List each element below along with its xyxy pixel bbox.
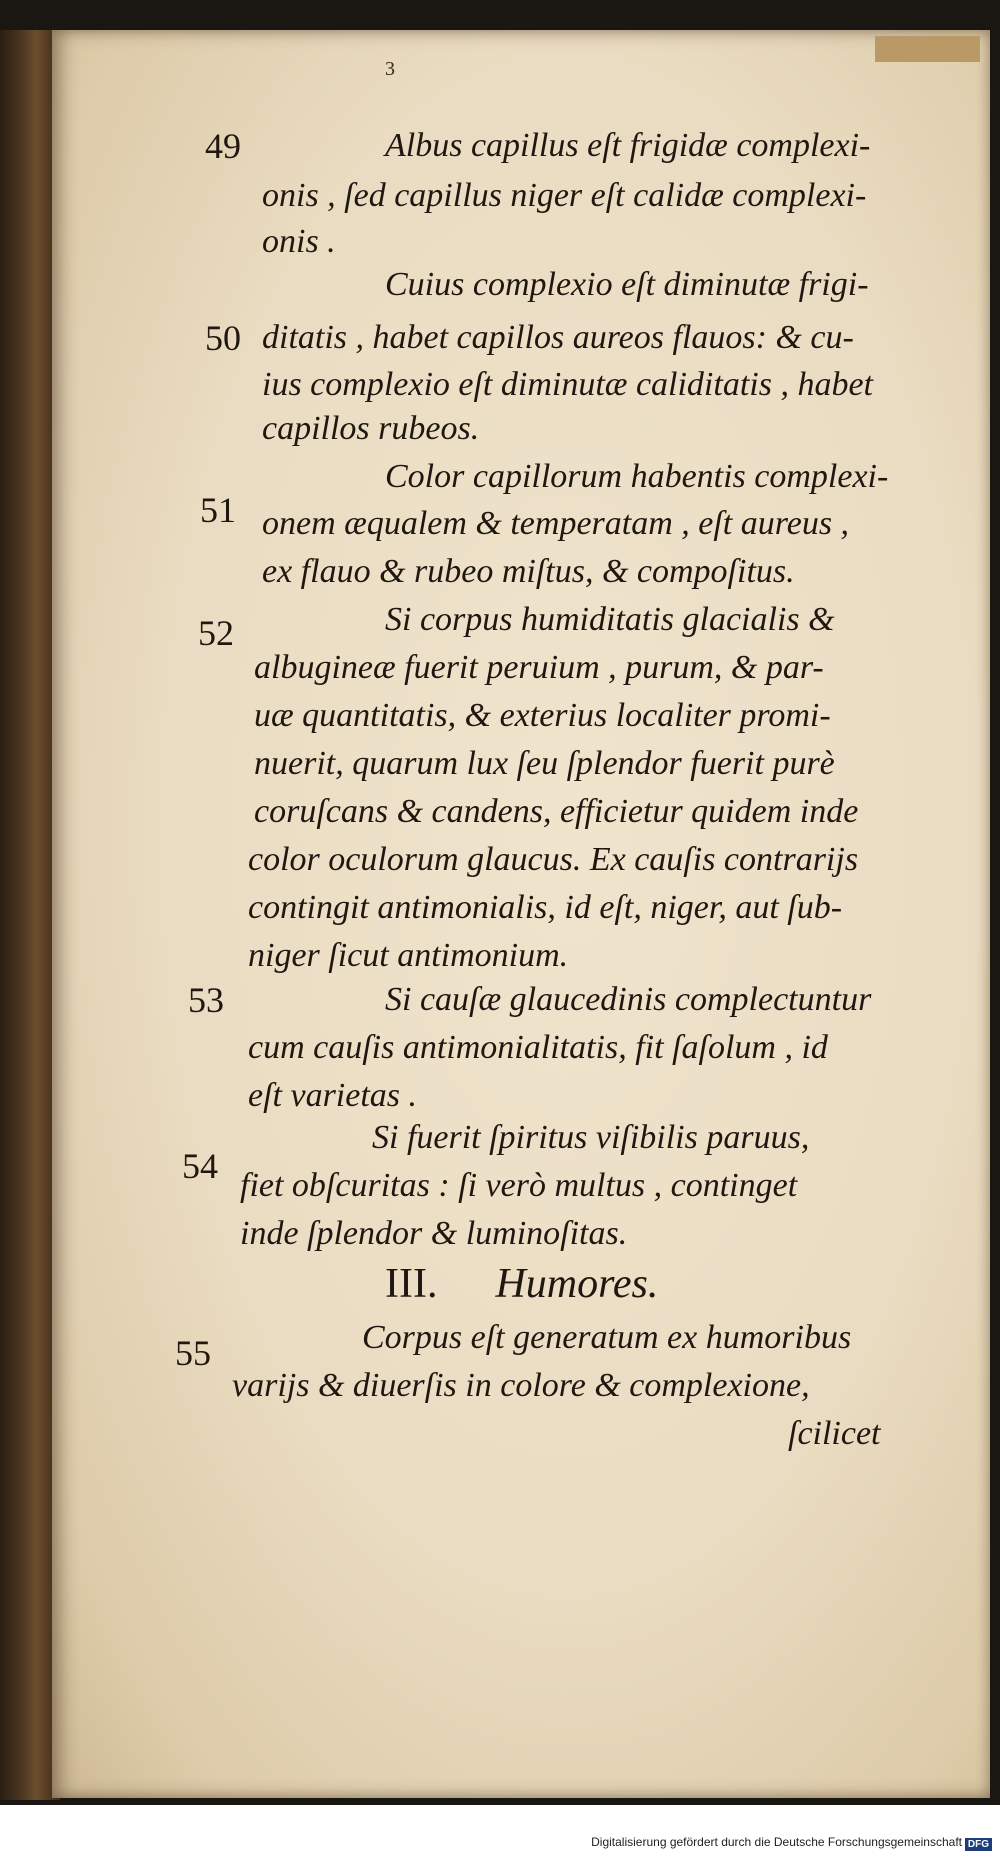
footer-strip (0, 1805, 1000, 1857)
text-line: niger ſicut antimonium. (248, 937, 569, 974)
text-line: Cuius complexio eſt diminutæ frigi- (385, 266, 869, 303)
signature-mark: 3 (385, 58, 395, 80)
text-line: coruſcans & candens, efficietur quidem inde (254, 793, 859, 830)
section-heading (385, 1260, 658, 1308)
text-line: inde ſplendor & luminoſitas. (240, 1215, 628, 1252)
paragraph-number: 51 (200, 490, 236, 530)
text-line: Si corpus humiditatis glacialis & (385, 601, 835, 638)
text-line: Corpus eſt generatum ex humoribus (362, 1319, 852, 1356)
text-line: Si fuerit ſpiritus viſibilis paruus, (372, 1119, 810, 1156)
text-line: color oculorum glaucus. Ex cauſis contrarijs (248, 841, 859, 878)
text-line: ius complexio eſt diminutæ caliditatis , habet (262, 366, 873, 403)
paragraph-number: 54 (182, 1146, 218, 1186)
text-line: contingit antimonialis, id eſt, niger, aut ſub- (248, 889, 843, 926)
text-line: nuerit, quarum lux ſeu ſplendor fuerit purè (254, 745, 835, 782)
page-edge-tab (875, 36, 980, 62)
catchword: ſcilicet (788, 1415, 881, 1452)
text-line: cum cauſis antimonialitatis, fit ſaſolum , id (248, 1029, 828, 1066)
text-line: Albus capillus eſt frigidæ complexi- (385, 127, 871, 164)
text-line: ex flauo & rubeo miſtus, & compoſitus. (262, 553, 795, 590)
text-line: onis . (262, 223, 336, 260)
text-line: Color capillorum habentis complexi- (385, 458, 889, 495)
section-title: Humores. (495, 1261, 659, 1307)
text-line: eſt varietas . (248, 1077, 418, 1114)
paragraph-number: 49 (205, 126, 241, 166)
text-line: uæ quantitatis, & exterius localiter promi- (254, 697, 831, 734)
paragraph-number: 55 (175, 1333, 211, 1373)
dfg-logo: DFG (965, 1838, 992, 1851)
section-numeral: III. (385, 1261, 438, 1307)
text-line: ditatis , habet capillos aureos flauos: & cu- (262, 319, 854, 356)
text-line: fiet obſcuritas : ſi verò multus , continget (240, 1167, 798, 1204)
text-line: albugineæ fuerit peruium , purum, & par- (254, 649, 824, 686)
paragraph-number: 53 (188, 980, 224, 1020)
text-line: varijs & diuerſis in colore & complexione, (232, 1367, 810, 1404)
text-line: Si cauſæ glaucedinis complectuntur (385, 981, 872, 1018)
paragraph-number: 50 (205, 318, 241, 358)
text-line: capillos rubeos. (262, 410, 480, 447)
footer-credit: Digitalisierung gefördert durch die Deutsche Forschungsgemeinschaft (591, 1835, 962, 1849)
paragraph-number: 52 (198, 613, 234, 653)
text-line: onis , ſed capillus niger eſt calidæ complexi- (262, 177, 867, 214)
book-binding (0, 30, 60, 1800)
text-line: onem æqualem & temperatam , eſt aureus , (262, 505, 850, 542)
